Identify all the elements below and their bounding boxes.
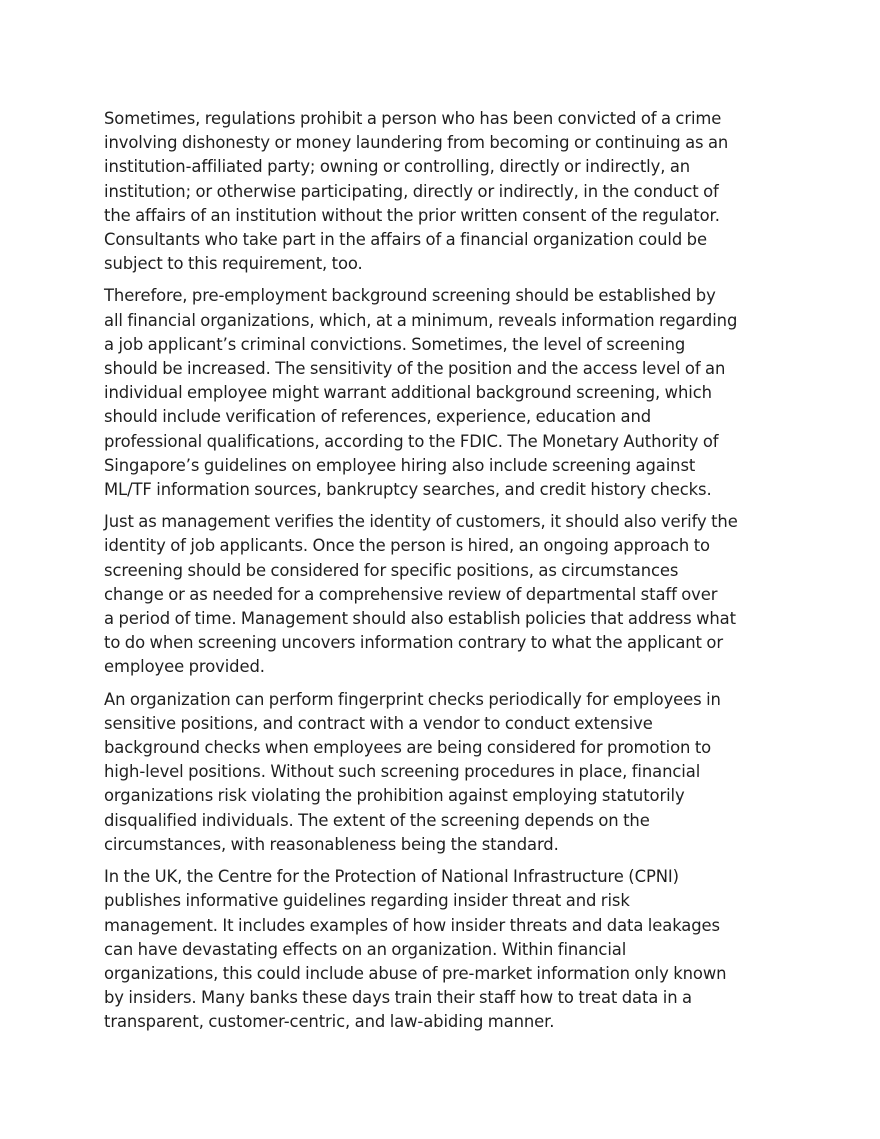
text-line: by insiders. Many banks these days train their staff how to treat data in a [104,988,692,1008]
text-line: ML/TF information sources, bankruptcy searches, and credit history checks. [104,480,712,500]
text-line: change or as needed for a comprehensive review of departmental staff over [104,584,718,604]
text-line: publishes informative guidelines regarding insider threat and risk [104,891,630,911]
text-line: management. It includes examples of how insider threats and data leakages [104,915,720,935]
document-body [104,107,744,1043]
text-line: should include verification of references, experience, education and [104,407,652,427]
text-line: a job applicant’s criminal convictions. Sometimes, the level of screening [104,334,686,354]
paragraph-fingerprint-checks [104,688,744,857]
text-line: organizations, this could include abuse of pre-market information only known [104,963,727,983]
text-line: background checks when employees are being considered for promotion to [104,738,712,758]
text-line: can have devastating effects on an organization. Within financial [104,939,627,959]
text-line: circumstances, with reasonableness being the standard. [104,834,559,854]
text-line: In the UK, the Centre for the Protection of National Infrastructure (CPNI) [104,867,679,887]
text-line: Therefore, pre-employment background screening should be established by [104,286,716,306]
text-line: An organization can perform fingerprint checks periodically for employees in [104,689,721,709]
text-line: involving dishonesty or money laundering from becoming or continuing as an [104,133,729,153]
text-line: should be increased. The sensitivity of the position and the access level of an [104,359,726,379]
text-line: disqualified individuals. The extent of the screening depends on the [104,810,650,830]
text-line: high-level positions. Without such screening procedures in place, financial [104,762,701,782]
text-line: Just as management verifies the identity of customers, it should also verify the [104,512,738,532]
text-line: sensitive positions, and contract with a vendor to conduct extensive [104,713,653,733]
text-line: subject to this requirement, too. [104,254,363,274]
text-line: identity of job applicants. Once the person is hired, an ongoing approach to [104,536,710,556]
text-line: screening should be considered for specific positions, as circumstances [104,560,679,580]
text-line: transparent, customer-centric, and law-abiding manner. [104,1012,555,1032]
paragraph-pre-employment-screening [104,284,744,502]
text-line: Consultants who take part in the affairs of a financial organization could be [104,230,707,250]
text-line: employee provided. [104,657,265,677]
text-line: organizations risk violating the prohibition against employing statutorily [104,786,685,806]
text-line: professional qualifications, according to the FDIC. The Monetary Authority of [104,431,719,451]
text-line: Singapore’s guidelines on employee hiring also include screening against [104,455,696,475]
text-line: a period of time. Management should also establish policies that address what [104,609,736,629]
text-line: all financial organizations, which, at a minimum, reveals information regarding [104,310,738,330]
text-line: individual employee might warrant additional background screening, which [104,383,712,403]
text-line: to do when screening uncovers information contrary to what the applicant or [104,633,723,653]
text-line: Sometimes, regulations prohibit a person who has been convicted of a crime [104,109,722,128]
paragraph-identity-verification [104,510,744,679]
text-line: institution-affiliated party; owning or controlling, directly or indirectly, an [104,157,691,177]
text-line: the affairs of an institution without the prior written consent of the regulator. [104,205,720,225]
paragraph-uk-cpni [104,865,744,1034]
text-line: institution; or otherwise participating, directly or indirectly, in the conduct of [104,181,719,201]
paragraph-regulations [104,107,744,276]
